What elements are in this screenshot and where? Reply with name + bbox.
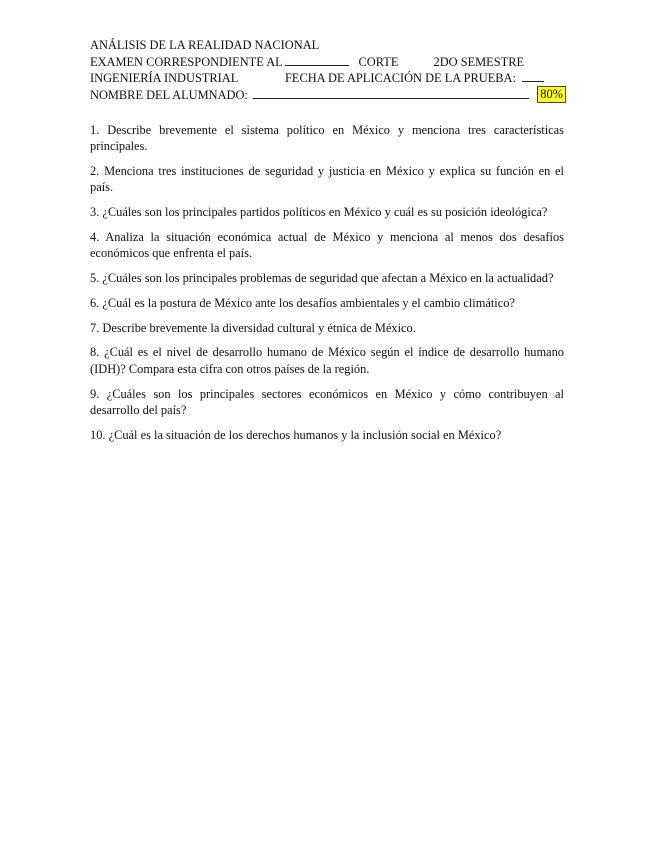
question-item: 4. Analiza la situación económica actual de México y menciona al menos dos desafíos económicos que enfrenta el país. — [90, 229, 564, 261]
date-label: FECHA DE APLICACIÓN DE LA PRUEBA: — [284, 71, 516, 85]
question-item: 3. ¿Cuáles son los principales partidos políticos en México y cuál es su posición ideológica? — [90, 205, 548, 220]
question-item: 8. ¿Cuál es el nivel de desarrollo humano de México según el índice de desarrollo humano (IDH)? Compara esta cifra con otros países de la región. — [90, 345, 564, 376]
program-label: INGENIERÍA INDUSTRIAL — [90, 71, 238, 85]
program-line — [90, 70, 566, 87]
student-label: NOMBRE DEL ALUMNADO: — [90, 87, 248, 102]
exam-label: EXAMEN CORRESPONDIENTE AL — [90, 54, 283, 69]
question-item: 1. Describe brevemente el sistema político en México y menciona tres características principales. — [90, 123, 564, 154]
question-item: 5. ¿Cuáles son los principales problemas de seguridad que afectan a México en la actualidad? — [90, 271, 554, 286]
exam-header — [90, 38, 566, 103]
question-item: 10. ¿Cuál es la situación de los derechos humanos y la inclusión social en México? — [90, 427, 502, 442]
semester-label: 2DO SEMESTRE — [433, 54, 525, 69]
corte-blank[interactable] — [285, 54, 349, 66]
question-list — [90, 122, 564, 451]
date-blank[interactable] — [522, 70, 544, 82]
question-item: 6. ¿Cuál es la postura de México ante los desafíos ambientales y el cambio climático? — [90, 295, 515, 310]
student-name-blank[interactable] — [253, 87, 529, 99]
course-title: ANÁLISIS DE LA REALIDAD NACIONAL — [90, 38, 320, 52]
exam-line — [90, 54, 566, 71]
score-badge: 80% — [537, 86, 566, 103]
question-item: 9. ¿Cuáles son los principales sectores económicos en México y cómo contribuyen al desarrollo del país? — [90, 386, 564, 417]
question-item: 2. Menciona tres instituciones de seguridad y justicia en México y explica su función en el país. — [90, 164, 564, 195]
corte-label: CORTE — [358, 54, 399, 69]
student-line — [90, 87, 566, 104]
question-item: 7. Describe brevemente la diversidad cultural y étnica de México. — [90, 320, 416, 335]
